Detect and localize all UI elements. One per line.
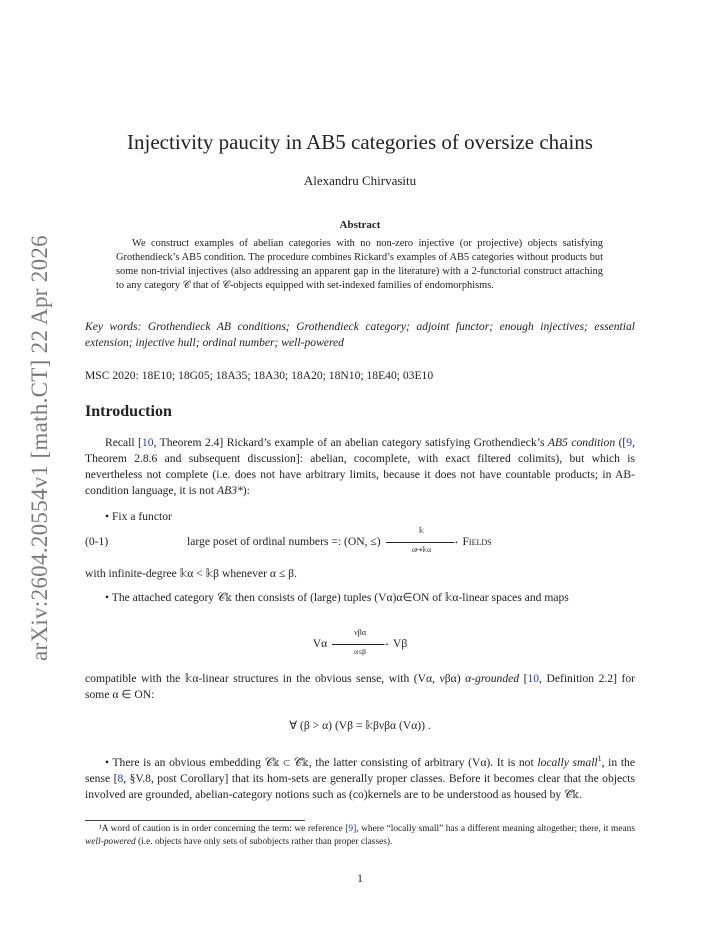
equation-number: (0-1) (85, 535, 109, 548)
arrow-label-above: νβα (354, 628, 367, 638)
citation-link-9[interactable]: 9 (626, 436, 633, 449)
ab5-term: AB5 condition (547, 436, 616, 449)
after2-text-3: , Definition 2.2] for some α ∈ ON: (85, 672, 635, 701)
page-number: 1 (357, 872, 363, 885)
text-after-equation-1: with infinite-degree 𝕜α < 𝕜β whenever α ≤ β. (85, 567, 297, 580)
equation-expression (187, 526, 492, 555)
bullet3-text-2: , in the sense [ (85, 755, 635, 785)
msc-classification: MSC 2020: 18E10; 18G05; 18A35; 18A30; 18A20; 18N10; 18E40; 03E10 (85, 369, 434, 382)
recall-text-5: ): (242, 484, 250, 497)
bullet3-text-1: • There is an obvious embedding 𝒞𝕜 ⊂ 𝒞̄𝕜, the latter consisting of arbitrary (Vα). It is not (105, 755, 538, 769)
abstract-text: We construct examples of abelian categories with no non-zero injective (or projective) objects satisfying Grothendieck’s AB5 condition. The procedure combines Rickard’s examples of AB5 categories without products but some non-trivial injectives (also addressing an apparent gap in the literature) with a 2-functorial construct attaching to any category 𝒞 that of 𝒞-objects equipped with set-indexed families of endomorphisms. (116, 238, 603, 291)
after2-text-1: compatible with the 𝕜α-linear structures in the obvious sense, with (Vα, νβα) (85, 672, 466, 685)
citation-link-10[interactable]: 10 (527, 672, 540, 685)
recall-text-3: ([ (615, 436, 627, 449)
paper-title: Injectivity paucity in AB5 categories of oversize chains (127, 130, 593, 154)
arrow-icon: 𝕜 → α↦𝕜α (384, 535, 460, 549)
footnote-text-2: ], where “locally small” has a different meaning altogether; there, it means (353, 824, 635, 834)
keywords: Key words: Grothendieck AB conditions; Grothendieck category; adjoint functor; enough injectives; essential extension; injective hull; ordinal number; well-powered (85, 320, 635, 349)
equation-map-lhs: Vα (312, 637, 328, 650)
arrow-label-above: 𝕜 (418, 526, 425, 536)
ab3-term: AB3* (217, 484, 243, 497)
equation-map-rhs: Vβ (392, 637, 408, 650)
citation-link-10[interactable]: 10 (141, 436, 154, 449)
bullet3-text-3: , §V.8, post Corollary] that its hom-sets are generally proper classes. Before it becomes clear that the objects involved are grounded, abelian-category notions such as (co)kernels are to be understood as housed by 𝒞̄𝕜. (85, 771, 636, 801)
footnote-1 (85, 823, 635, 849)
locally-small-term: locally small (537, 755, 598, 769)
after2-text-2: [ (519, 672, 528, 685)
arrow-label-below: α↦𝕜α (412, 545, 432, 555)
citation-link-9[interactable]: 9 (348, 824, 354, 834)
recall-text-1: Recall [ (105, 436, 142, 449)
arxiv-identifier: arXiv:2604.20554v1 [math.CT] 22 Apr 2026 (27, 235, 52, 661)
well-powered-term: well-powered (85, 837, 136, 847)
footnote-text-3: (i.e. objects have only sets of subobjects rather than proper classes). (135, 837, 393, 847)
arxiv-side-stamp (0, 0, 70, 932)
recall-text-4: , Theorem 2.8.6 and subsequent discussion]: abelian, cocomplete, with exact filtered colimits), but which is nevertheless not complete (i.e. does not have arbitrary limits, because it does not have countable products; in AB-condition language, it is not (85, 436, 635, 497)
footnote-text-1: ¹A word of caution is in order concerning the term: we reference [ (99, 824, 349, 834)
paper-author: Alexandru Chirvasitu (303, 173, 417, 188)
abstract-heading: Abstract (339, 219, 381, 231)
bullet-fix-functor: • Fix a functor (105, 510, 172, 523)
bullet-embedding (85, 751, 635, 803)
recall-paragraph (85, 435, 635, 499)
text-after-equation-2 (85, 671, 635, 703)
section-heading-introduction: Introduction (85, 403, 172, 420)
bullet-attached-category: • The attached category 𝒞𝕜 then consists of (large) tuples (Vα)α∈ON of 𝕜α-linear spaces and maps (105, 591, 569, 604)
grounded-term: α-grounded (465, 672, 520, 685)
equation-lhs: large poset of ordinal numbers =: (ON, ≤) (187, 535, 381, 548)
arrow-icon: νβα → α≤β (330, 637, 390, 651)
citation-link-8[interactable]: 8 (117, 771, 124, 785)
equation-grounded: ∀ (β > α) (Vβ = 𝕜βνβα (Vα)) . (289, 719, 431, 732)
arrow-label-below: α≤β (354, 647, 367, 657)
equation-rhs: Fields (462, 535, 492, 548)
footnote-marker[interactable]: 1 (597, 754, 602, 763)
equation-map (85, 628, 635, 657)
footnote-divider (85, 820, 305, 821)
equation-0-1 (85, 526, 635, 561)
recall-text-2: , Theorem 2.4] Rickard’s example of an abelian category satisfying Grothendieck’s (153, 436, 548, 449)
